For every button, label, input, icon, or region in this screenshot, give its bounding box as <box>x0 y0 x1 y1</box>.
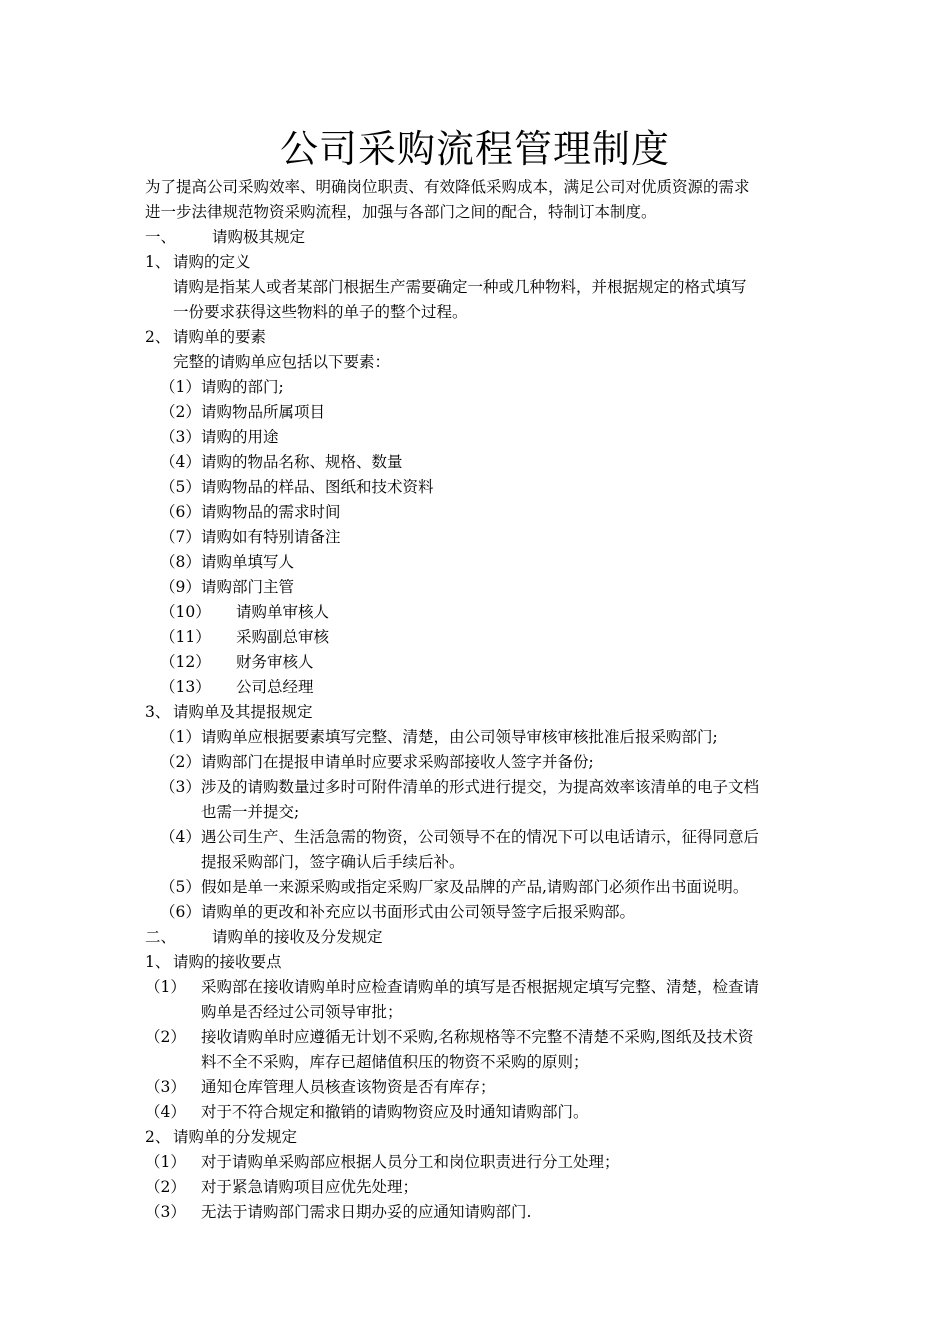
list-item-text: 通知仓库管理人员核查该物资是否有库存； <box>201 1078 496 1096</box>
list-item-text: 请购的用途 <box>201 428 279 446</box>
list-item-text: 请购的部门; <box>201 378 284 396</box>
list-item-text: 请购单填写人 <box>201 553 295 571</box>
list-item-text: 请购物品的样品、图纸和技术资料 <box>201 478 434 496</box>
sub-2-1-heading: 请购的接收要点 <box>173 953 282 971</box>
list-item-text: 请购单应根据要素填写完整、清楚，由公司领导审核审核批准后报采购部门; <box>201 728 718 746</box>
sub-1-3-number: 3、 <box>145 703 171 721</box>
section-1-number: 一、 <box>145 228 177 246</box>
list-item-number: （6） <box>160 503 201 521</box>
intro-line-1: 为了提高公司采购效率、明确岗位职责、有效降低采购成本，满足公司对优质资源的需求 <box>145 178 750 196</box>
sub-1-1-number: 1、 <box>145 253 171 271</box>
list-item-text: 对于紧急请购项目应优先处理； <box>201 1178 419 1196</box>
list-item-number: （12） <box>160 653 211 671</box>
list-item-number: （5） <box>160 478 201 496</box>
list-item-text: 请购如有特别请备注 <box>201 528 341 546</box>
list-item-text-continued: 提报采购部门，签字确认后手续后补。 <box>201 853 465 871</box>
sub-1-2-lead: 完整的请购单应包括以下要素： <box>173 353 391 371</box>
list-item-text: 接收请购单时应遵循无计划不采购,名称规格等不完整不清楚不采购,图纸及技术资 <box>201 1028 754 1046</box>
sub-1-2-number: 2、 <box>145 328 171 346</box>
list-item-number: （11） <box>160 628 211 646</box>
list-item-number: （2） <box>160 753 201 771</box>
list-item-text: 请购部门在提报申请单时应要求采购部接收人签字并备份; <box>201 753 594 771</box>
list-item-text: 请购的物品名称、规格、数量 <box>201 453 403 471</box>
sub-1-1-body-line-1: 请购是指某人或者某部门根据生产需要确定一种或几种物料，并根据规定的格式填写 <box>173 278 747 296</box>
list-item-text: 对于不符合规定和撤销的请购物资应及时通知请购部门。 <box>201 1103 589 1121</box>
list-item-text: 采购部在接收请购单时应检查请购单的填写是否根据规定填写完整、清楚，检查请 <box>201 978 760 996</box>
list-item-number: （4） <box>145 1103 186 1121</box>
list-item-text: 公司总经理 <box>236 678 314 696</box>
intro-line-2: 进一步法律规范物资采购流程，加强与各部门之间的配合，特制订本制度。 <box>145 203 657 221</box>
list-item-number: （1） <box>145 1153 186 1171</box>
list-item-text: 对于请购单采购部应根据人员分工和岗位职责进行分工处理； <box>201 1153 620 1171</box>
list-item-text: 请购部门主管 <box>201 578 295 596</box>
list-item-text: 财务审核人 <box>236 653 314 671</box>
list-item-text: 假如是单一来源采购或指定采购厂家及品牌的产品,请购部门必须作出书面说明。 <box>201 878 749 896</box>
list-item-number: （4） <box>160 453 201 471</box>
list-item-text-continued: 也需一并提交; <box>201 803 300 821</box>
list-item-text: 涉及的请购数量过多时可附件清单的形式进行提交，为提高效率该清单的电子文档 <box>201 778 760 796</box>
list-item-number: （3） <box>145 1078 186 1096</box>
list-item-text: 请购单的更改和补充应以书面形式由公司领导签字后报采购部。 <box>201 903 636 921</box>
section-2-heading: 请购单的接收及分发规定 <box>212 928 383 946</box>
sub-1-1-heading: 请购的定义 <box>173 253 251 271</box>
sub-1-2-heading: 请购单的要素 <box>173 328 267 346</box>
sub-2-2-heading: 请购单的分发规定 <box>173 1128 298 1146</box>
list-item-number: （5） <box>160 878 201 896</box>
document-title: 公司采购流程管理制度 <box>279 127 670 171</box>
list-item-text: 遇公司生产、生活急需的物资，公司领导不在的情况下可以电话请示，征得同意后 <box>201 828 760 846</box>
list-item-number: （3） <box>160 778 201 796</box>
list-item-text: 采购副总审核 <box>236 628 330 646</box>
list-item-number: （10） <box>160 603 211 621</box>
list-item-number: （13） <box>160 678 211 696</box>
list-item-number: （1） <box>160 378 201 396</box>
list-item-number: （2） <box>145 1178 186 1196</box>
list-item-number: （2） <box>160 403 201 421</box>
list-item-number: （9） <box>160 578 201 596</box>
list-item-number: （1） <box>145 978 186 996</box>
list-item-number: （3） <box>160 428 201 446</box>
sub-1-1-body-line-2: 一份要求获得这些物料的单子的整个过程。 <box>173 303 468 321</box>
list-item-text: 请购物品所属项目 <box>201 403 326 421</box>
list-item-number: （3） <box>145 1203 186 1221</box>
list-item-text: 请购物品的需求时间 <box>201 503 341 521</box>
section-1-heading: 请购极其规定 <box>212 228 306 246</box>
list-item-text-continued: 购单是否经过公司领导审批； <box>201 1003 403 1021</box>
list-item-number: （1） <box>160 728 201 746</box>
list-item-number: （4） <box>160 828 201 846</box>
sub-2-1-number: 1、 <box>145 953 171 971</box>
sub-1-3-heading: 请购单及其提报规定 <box>173 703 313 721</box>
list-item-text: 请购单审核人 <box>236 603 330 621</box>
sub-2-2-number: 2、 <box>145 1128 171 1146</box>
list-item-text-continued: 料不全不采购，库存已超储值积压的物资不采购的原则； <box>201 1053 589 1071</box>
section-2-number: 二、 <box>145 928 177 946</box>
list-item-number: （7） <box>160 528 201 546</box>
list-item-number: （8） <box>160 553 201 571</box>
list-item-number: （6） <box>160 903 201 921</box>
list-item-text: 无法于请购部门需求日期办妥的应通知请购部门. <box>201 1203 532 1221</box>
list-item-number: （2） <box>145 1028 186 1046</box>
